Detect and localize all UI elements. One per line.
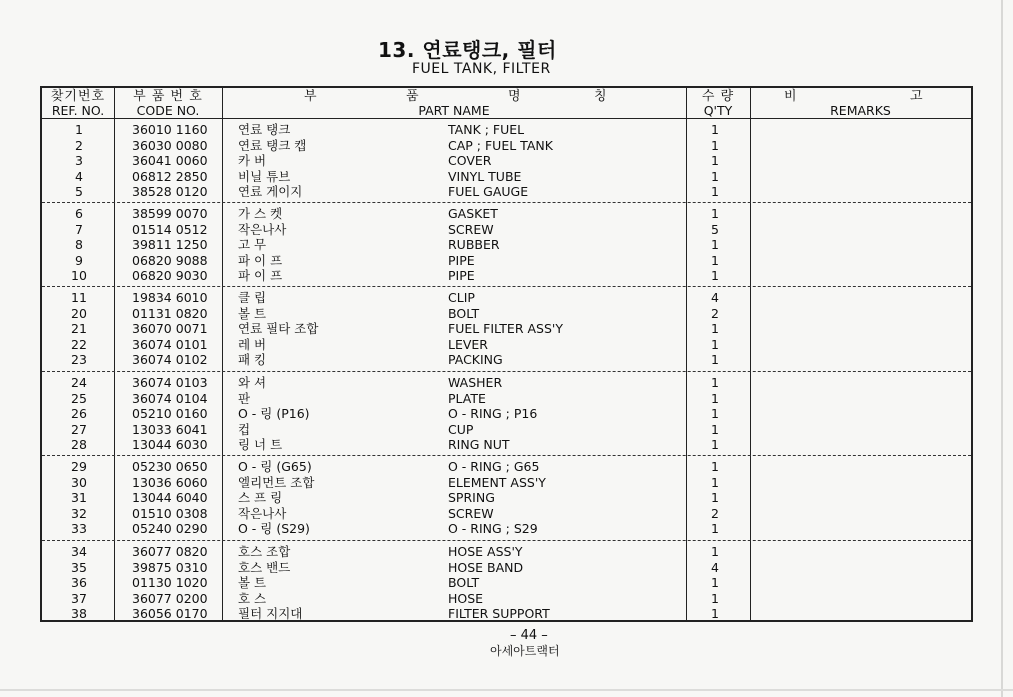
code-number: 06812 2850 [132,168,208,184]
header-ref-ko: 찾기번호 [50,89,106,104]
group-divider [42,455,971,456]
part-name-ko: 가 스 켓 [238,206,283,221]
ref-number: 9 [75,252,83,268]
table-row [42,391,971,407]
code-number: 36074 0103 [132,375,208,390]
ref-number: 32 [71,505,87,521]
part-name-ko: 와 셔 [238,375,267,390]
header-qty [686,90,750,118]
part-name-en: VINYL TUBE [448,168,522,184]
table-row [42,169,971,185]
ref-number: 26 [71,406,87,422]
code-number: 01510 0308 [132,505,208,521]
part-name-en: FUEL GAUGE [448,184,529,200]
part-name-en: LEVER [448,336,488,352]
table-row [42,306,971,322]
header-qty-en: Q'TY [703,103,733,118]
header-name [222,90,686,120]
header-code-ko: 부 품 번 호 [133,89,203,104]
header-remarks [750,90,971,120]
part-name-en: O - RING ; S29 [448,521,538,537]
table-row [42,138,971,154]
part-name-ko: 비닐 튜브 [238,168,291,184]
quantity: 1 [711,544,719,559]
quantity: 1 [711,153,719,169]
quantity: 1 [711,390,719,406]
table-row [42,321,971,337]
part-name-en: CLIP [448,290,475,305]
ref-number: 35 [71,559,87,575]
part-name-en: O - RING ; P16 [448,406,538,422]
table-row [42,122,971,138]
ref-number: 2 [75,137,83,153]
part-name-en: TANK ; FUEL [448,122,525,137]
table-row [42,222,971,238]
part-name-en: HOSE BAND [448,559,524,575]
part-name-en: BOLT [448,305,480,321]
part-name-en: HOSE [448,590,484,606]
part-name-ko: 호스 조합 [238,544,291,559]
table-row [42,406,971,422]
part-name-ko: 파 이 프 [238,268,283,284]
code-number: 36077 0820 [132,544,208,559]
group-divider [42,202,971,203]
quantity: 1 [711,406,719,422]
table-row [42,268,971,284]
ref-number: 31 [71,490,87,506]
code-number: 19834 6010 [132,290,208,305]
quantity: 1 [711,137,719,153]
code-number: 39811 1250 [132,237,208,253]
part-name-ko: 필터 지지대 [238,606,303,622]
table-row [42,606,971,622]
quantity: 1 [711,606,719,622]
part-name-en: SPRING [448,490,495,506]
ref-number: 29 [71,459,87,474]
part-name-ko: O - 링 (S29) [238,521,310,537]
part-name-en: FILTER SUPPORT [448,606,550,622]
quantity: 1 [711,437,719,453]
part-name-ko: 컵 [238,421,251,437]
code-number: 13033 6041 [132,421,208,437]
code-number: 36030 0080 [132,137,208,153]
quantity: 2 [711,305,719,321]
part-name-en: SCREW [448,221,494,237]
code-number: 05230 0650 [132,459,208,474]
code-number: 36074 0101 [132,336,208,352]
quantity: 1 [711,490,719,506]
part-name-ko: 볼 트 [238,575,267,591]
code-number: 38599 0070 [132,206,208,221]
quantity: 1 [711,206,719,221]
quantity: 4 [711,559,719,575]
part-name-ko: 연료 탱크 [238,122,291,137]
code-number: 06820 9088 [132,252,208,268]
part-name-en: CAP ; FUEL TANK [448,137,553,153]
table-row [42,591,971,607]
part-name-ko: 연료 게이지 [238,184,303,200]
part-name-ko: 판 [238,390,251,406]
ref-number: 27 [71,421,87,437]
table-row [42,459,971,475]
part-name-ko: 작은나사 [238,221,287,237]
code-number: 01130 1020 [132,575,208,591]
quantity: 1 [711,237,719,253]
part-name-ko: 호 스 [238,590,267,606]
header-remarks-ko-1: 비 [784,89,797,104]
part-name-ko: O - 링 (P16) [238,406,310,422]
table-row [42,506,971,522]
page-title: 13. 연료탱크, 필터 [378,38,557,62]
quantity: 1 [711,375,719,390]
ref-number: 25 [71,390,87,406]
ref-number: 24 [71,375,87,390]
header-code [114,90,222,118]
part-name-ko: 카 버 [238,153,267,169]
part-name-en: PACKING [448,352,503,368]
parts-table [40,86,973,622]
quantity: 1 [711,521,719,537]
part-name-ko: 패 킹 [238,352,267,368]
ref-number: 1 [75,122,83,137]
code-number: 36070 0071 [132,321,208,337]
page-number: – 44 – [510,628,548,643]
part-name-en: PLATE [448,390,486,406]
quantity: 2 [711,505,719,521]
quantity: 4 [711,290,719,305]
ref-number: 36 [71,575,87,591]
part-name-ko: 레 버 [238,336,267,352]
page-subtitle: FUEL TANK, FILTER [412,61,551,77]
ref-number: 37 [71,590,87,606]
part-name-en: CUP [448,421,474,437]
part-name-en: PIPE [448,268,475,284]
header-remarks-ko-2: 고 [910,89,923,104]
table-row [42,521,971,537]
part-name-ko: O - 링 (G65) [238,459,312,474]
part-name-ko: 호스 밴드 [238,559,291,575]
part-name-ko: 링 너 트 [238,437,283,453]
table-row [42,184,971,200]
ref-number: 6 [75,206,83,221]
table-row [42,290,971,306]
header-name-ko-3: 명 [508,89,521,104]
table-row [42,237,971,253]
part-name-en: WASHER [448,375,503,390]
ref-number: 5 [75,184,83,200]
quantity: 1 [711,321,719,337]
ref-number: 4 [75,168,83,184]
ref-number: 28 [71,437,87,453]
part-name-ko: 클 립 [238,290,267,305]
table-row [42,206,971,222]
code-number: 38528 0120 [132,184,208,200]
quantity: 1 [711,252,719,268]
table-row [42,560,971,576]
part-name-en: PIPE [448,252,475,268]
header-name-en: PART NAME [418,103,490,118]
code-number: 36074 0102 [132,352,208,368]
table-row [42,337,971,353]
ref-number: 7 [75,221,83,237]
ref-number: 23 [71,352,87,368]
ref-number: 10 [71,268,87,284]
part-name-ko: 작은나사 [238,505,287,521]
header-name-ko-1: 부 [304,89,317,104]
ref-number: 38 [71,606,87,622]
quantity: 1 [711,459,719,474]
table-row [42,153,971,169]
code-number: 13044 6040 [132,490,208,506]
code-number: 39875 0310 [132,559,208,575]
part-name-ko: 엘리먼트 조합 [238,474,315,490]
code-number: 06820 9030 [132,268,208,284]
header-ref-en: REF. NO. [51,103,105,118]
quantity: 1 [711,184,719,200]
ref-number: 22 [71,336,87,352]
table-row [42,253,971,269]
quantity: 1 [711,474,719,490]
group-divider [42,371,971,372]
code-number: 36056 0170 [132,606,208,622]
table-row [42,475,971,491]
ref-number: 11 [71,290,87,305]
part-name-en: BOLT [448,575,480,591]
code-number: 05210 0160 [132,406,208,422]
part-name-en: ELEMENT ASS'Y [448,474,546,490]
part-name-ko: 볼 트 [238,305,267,321]
code-number: 13036 6060 [132,474,208,490]
part-name-en: HOSE ASS'Y [448,544,523,559]
code-number: 05240 0290 [132,521,208,537]
group-divider [42,540,971,541]
code-number: 36041 0060 [132,153,208,169]
part-name-ko: 연료 탱크 캡 [238,137,307,153]
part-name-ko: 연료 필타 조합 [238,321,319,337]
ref-number: 34 [71,544,87,559]
code-number: 13044 6030 [132,437,208,453]
header-name-ko-2: 품 [406,89,419,104]
quantity: 1 [711,421,719,437]
part-name-en: GASKET [448,206,498,221]
page-edge-bottom [0,689,1013,691]
ref-number: 3 [75,153,83,169]
header-code-en: CODE NO. [136,103,200,118]
part-name-en: COVER [448,153,492,169]
header-qty-ko: 수 량 [701,89,735,104]
code-number: 36074 0104 [132,390,208,406]
ref-number: 33 [71,521,87,537]
header-name-ko-4: 칭 [594,89,607,104]
ref-number: 30 [71,474,87,490]
quantity: 1 [711,268,719,284]
header-remarks-en: REMARKS [830,103,891,118]
quantity: 1 [711,122,719,137]
quantity: 1 [711,168,719,184]
table-row [42,375,971,391]
quantity: 1 [711,352,719,368]
code-number: 01514 0512 [132,221,208,237]
table-row [42,437,971,453]
header-divider [42,118,971,119]
ref-number: 8 [75,237,83,253]
header-ref [42,90,114,118]
page-edge [1001,0,1003,697]
brand-name: 아세아트랙터 [490,644,560,658]
table-row [42,490,971,506]
table-row [42,352,971,368]
part-name-en: O - RING ; G65 [448,459,540,474]
part-name-en: FUEL FILTER ASS'Y [448,321,563,337]
code-number: 01131 0820 [132,305,208,321]
part-name-en: SCREW [448,505,494,521]
part-name-ko: 파 이 프 [238,252,283,268]
quantity: 1 [711,336,719,352]
ref-number: 20 [71,305,87,321]
table-row [42,422,971,438]
part-name-ko: 스 프 링 [238,490,283,506]
part-name-en: RUBBER [448,237,500,253]
table-row [42,544,971,560]
code-number: 36010 1160 [132,122,208,137]
quantity: 5 [711,221,719,237]
ref-number: 21 [71,321,87,337]
quantity: 1 [711,590,719,606]
quantity: 1 [711,575,719,591]
part-name-ko: 고 무 [238,237,267,253]
table-row [42,575,971,591]
code-number: 36077 0200 [132,590,208,606]
group-divider [42,286,971,287]
part-name-en: RING NUT [448,437,510,453]
